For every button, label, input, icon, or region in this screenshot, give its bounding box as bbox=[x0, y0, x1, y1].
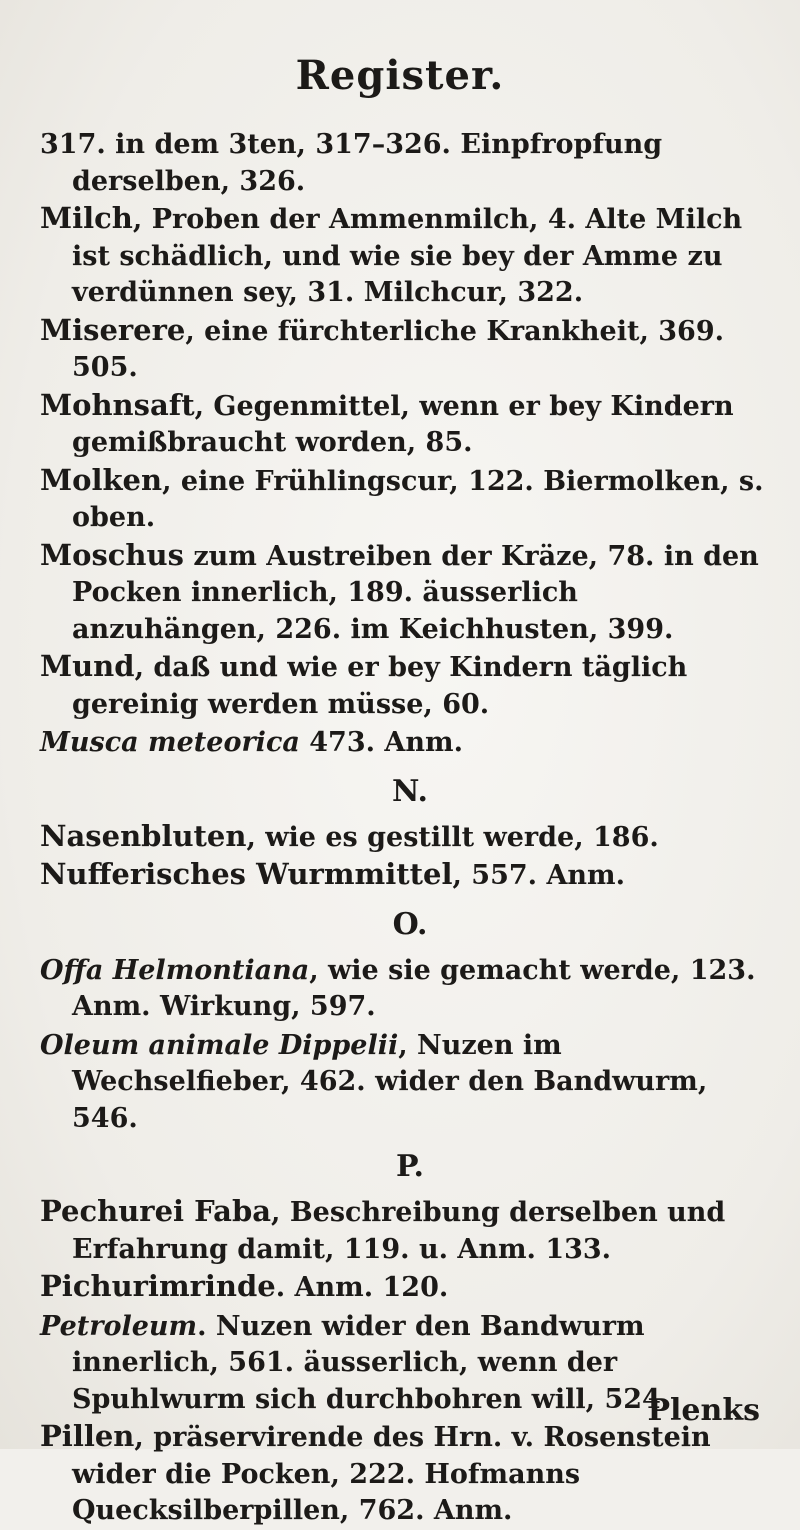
section-letter-p: P. bbox=[395, 1149, 425, 1184]
section-letter-o: O. bbox=[392, 906, 428, 942]
index-entry: Offa Helmontiana, wie sie gemacht werde, 123. Anm. Wirkung, 597. bbox=[40, 954, 756, 1022]
index-entry: Molken, eine Frühlingscur, 122. Biermolken, s. oben. bbox=[40, 462, 764, 533]
index-entry: Pechurei Faba, Beschreibung derselben und Erfahrung damit, 119. u. Anm. 133. bbox=[40, 1194, 726, 1265]
running-head: Register. bbox=[295, 52, 505, 99]
index-entry: Pichurimrinde. Anm. 120. bbox=[40, 1269, 449, 1303]
index-entry: Milch, Proben der Ammenmilch, 4. Alte Milch ist schädlich, und wie sie bey der Amme zu verdünnen sey, 31. Milchcur, 322. bbox=[40, 201, 743, 308]
index-entry: Petroleum. Nuzen wider den Bandwurm innerlich, 561. äusserlich, wenn der Spuhlwurm sich durchbohren will, 524. bbox=[40, 1310, 671, 1415]
section-letter-n: N. bbox=[392, 773, 428, 809]
index-entry: Mund, daß und wie er bey Kindern täglich gereinig werden müsse, 60. bbox=[40, 649, 688, 720]
index-section-m bbox=[40, 125, 780, 762]
index-entry: Oleum animale Dippelii, Nuzen im Wechselfieber, 462. wider den Bandwurm, 546. bbox=[40, 1029, 708, 1134]
index-entry: 317. in dem 3ten, 317–326. Einpfropfung derselben, 326. bbox=[40, 129, 663, 197]
index-section-n bbox=[40, 818, 780, 895]
index-entry: Nasenbluten, wie es gestillt werde, 186. bbox=[40, 818, 659, 853]
index-body bbox=[40, 125, 780, 1530]
index-entry: Miserere, eine fürchterliche Krankheit, 369. 505. bbox=[40, 312, 725, 383]
catchword: Plenks bbox=[647, 1393, 760, 1428]
index-entry: Nufferisches Wurmmittel, 557. Anm. bbox=[40, 857, 626, 891]
index-section-o bbox=[40, 951, 780, 1138]
index-entry: Musca meteorica 473. Anm. bbox=[40, 727, 463, 758]
index-entry: Moschus zum Austreiben der Kräze, 78. in den Pocken innerlich, 189. äusserlich anzuhängen, 226. im Keichhusten, 399. bbox=[40, 537, 759, 645]
index-section-p bbox=[40, 1193, 780, 1530]
index-entry: Mohnsaft, Gegenmittel, wenn er bey Kindern gemißbraucht worden, 85. bbox=[40, 387, 734, 458]
index-entry: Pillen, präservirende des Hrn. v. Rosenstein wider die Pocken, 222. Hofmanns Quecksilberpillen, 762. Anm. bbox=[40, 1419, 711, 1526]
